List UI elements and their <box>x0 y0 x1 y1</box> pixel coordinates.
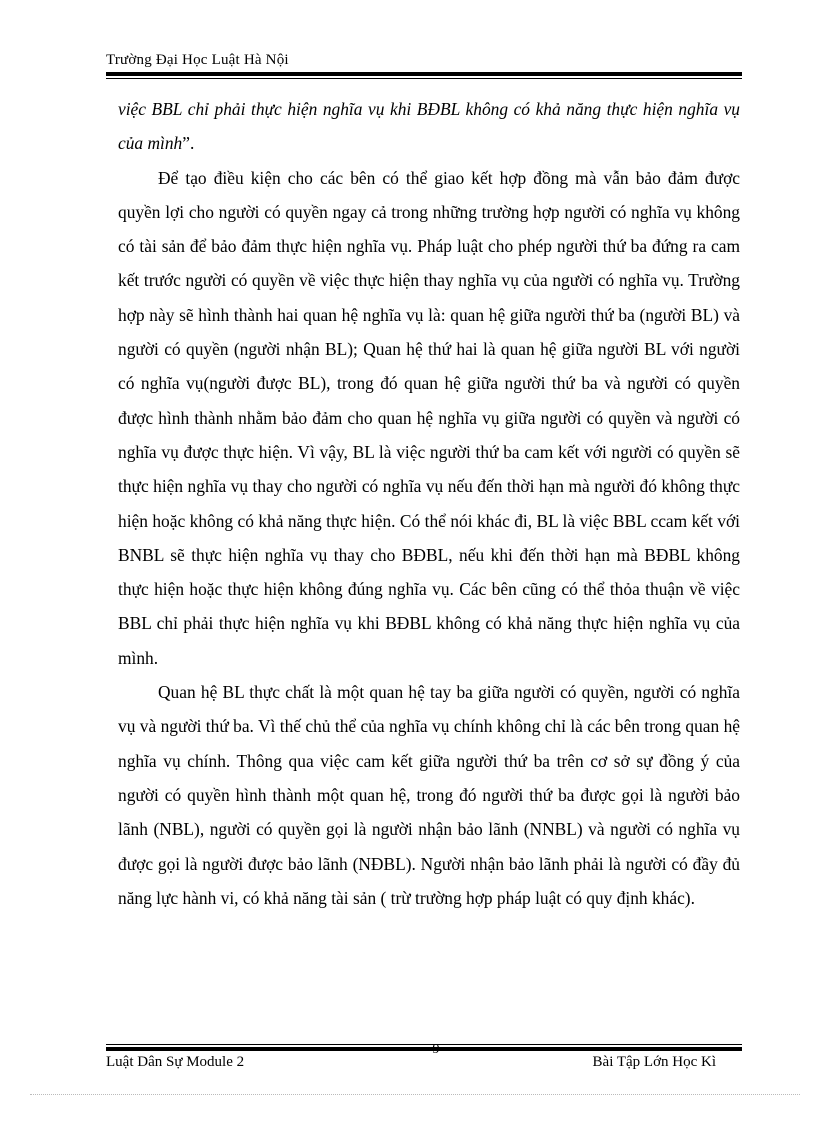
footer-left-text: Luật Dân Sự Module 2 <box>106 1054 245 1070</box>
intro-italic-text: việc BBL chỉ phải thực hiện nghĩa vụ khi BĐBL không có khả năng thực hiện nghĩa vụ của mình <box>118 99 740 154</box>
header-rule-thick <box>106 72 742 76</box>
footer-right-text: Bài Tập Lớn Học Kì <box>592 1054 716 1070</box>
paragraph-1: Để tạo điều kiện cho các bên có thể giao kết hợp đồng mà vẫn bảo đảm được quyền lợi cho người có quyền ngay cả trong những trường hợp người có nghĩa vụ không có tài sản để bảo đảm thực hiện nghĩa vụ. Pháp luật cho phép người thứ ba đứng ra cam kết trước người có quyền về việc thực hiện thay nghĩa vụ của người có nghĩa vụ. Trường hợp này sẽ hình thành hai quan hệ nghĩa vụ là: quan hệ giữa người thứ ba (người BL) và người có quyền (người nhận BL); Quan hệ thứ hai là quan hệ giữa người BL với người có nghĩa vụ(người được BL), trong đó quan hệ giữa người thứ ba và người có quyền được hình thành nhằm bảo đảm cho quan hệ nghĩa vụ giữa người có quyền và người có nghĩa vụ được thực hiện. Vì vậy, BL là việc người thứ ba cam kết với người có quyền sẽ thực hiện nghĩa vụ thay cho người có nghĩa vụ nếu đến thời hạn mà người đó không thực hiện hoặc không có khả năng thực hiện. Có thể nói khác đi, BL là việc BBL ccam kết với BNBL sẽ thực hiện nghĩa vụ thay cho BĐBL, nếu khi đến thời hạn mà BĐBL không thực hiện hoặc thực hiện không đúng nghĩa vụ. Các bên cũng có thể thỏa thuận về việc BBL chỉ phải thực hiện nghĩa vụ khi BĐBL không có khả năng thực hiện nghĩa vụ của mình. <box>118 167 740 668</box>
page-number: 9 <box>432 1042 440 1057</box>
document-body <box>118 92 740 915</box>
intro-paragraph <box>118 92 740 161</box>
page-bottom-dotted-line <box>30 1094 800 1095</box>
intro-closing-quote: ”. <box>182 133 195 154</box>
footer-rule-thick <box>106 1047 742 1051</box>
paragraph-2: Quan hệ BL thực chất là một quan hệ tay ba giữa người có quyền, người có nghĩa vụ và người thứ ba. Vì thế chủ thể của nghĩa vụ chính không chỉ là các bên trong quan hệ nghĩa vụ chính. Thông qua việc cam kết giữa người thứ ba trên cơ sở sự đồng ý của người có quyền hình thành một quan hệ, trong đó người thứ ba được gọi là người bảo lãnh (NBL), người có quyền gọi là người nhận bảo lãnh (NNBL) và người có nghĩa vụ được gọi là người được bảo lãnh (NĐBL). Người nhận bảo lãnh phải là người có đầy đủ năng lực hành vi, có khả năng tài sản ( trừ trường hợp pháp luật có quy định khác). <box>118 682 740 908</box>
footer-rule-thin <box>106 1044 742 1045</box>
header-title: Trường Đại Học Luật Hà Nội <box>106 52 289 68</box>
header-rule-thin <box>106 78 742 79</box>
